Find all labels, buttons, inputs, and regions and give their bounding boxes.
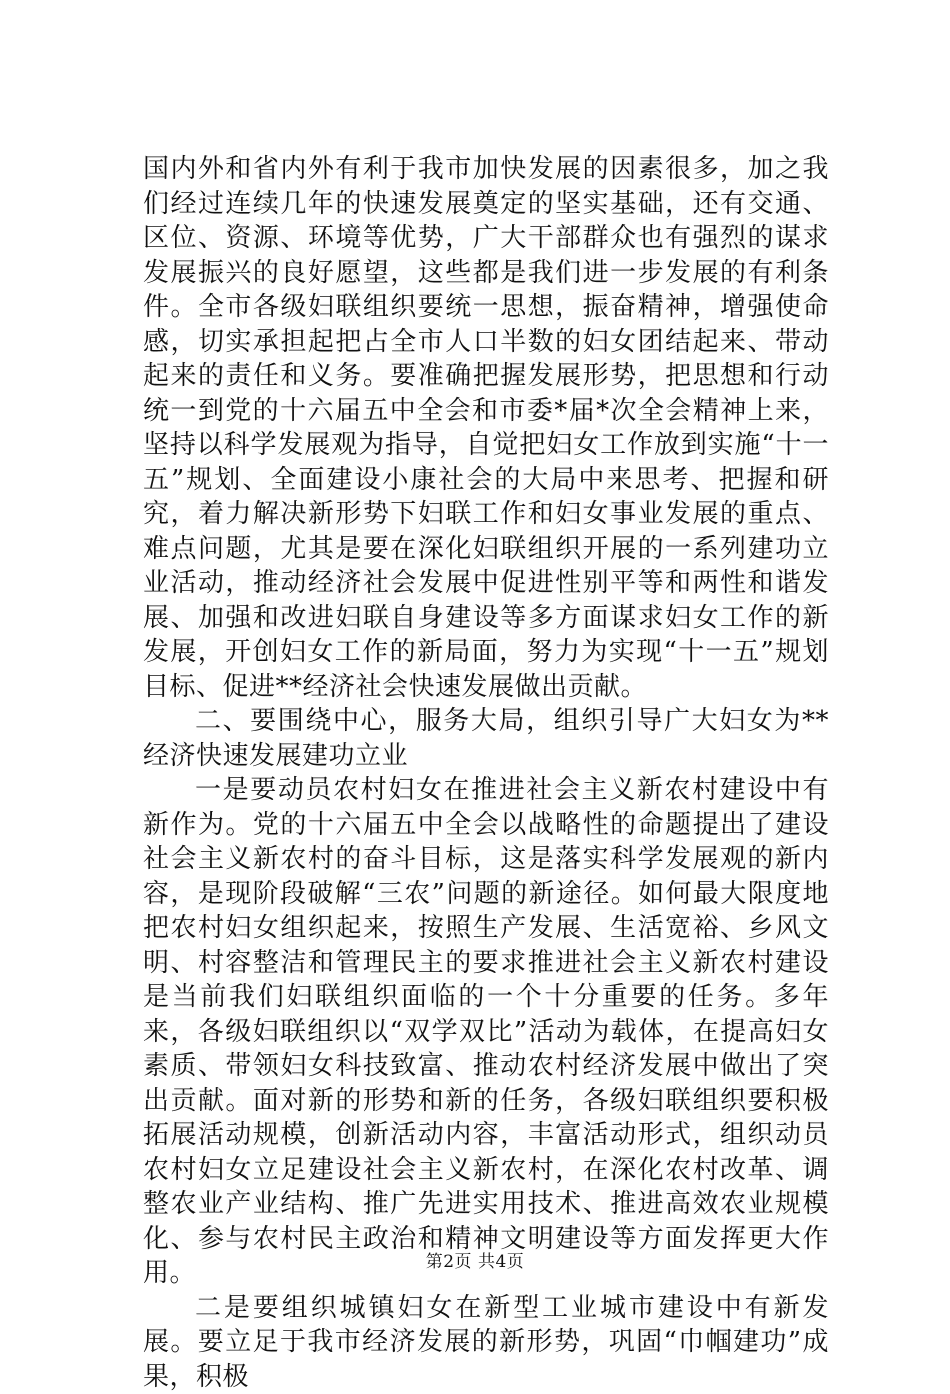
paragraph-rural-women: 一是要动员农村妇女在推进社会主义新农村建设中有新作为。党的十六届五中全会以战略性的命题提出了建设社会主义新农村的奋斗目标，这是落实科学发展观的新内容，是现阶段破解“三农”问题的新途径。如何最大限度地把农村妇女组织起来，按照生产发展、生活宽裕、乡风文明、村容整洁和管理民主的要求推进社会主义新农村建设是当前我们妇联组织面临的一个十分重要的任务。多年来，各级妇联组织以“双学双比”活动为载体，在提高妇女素质、带领妇女科技致富、推动农村经济发展中做出了突出贡献。面对新的形势和新的任务，各级妇联组织要积极拓展活动规模，创新活动内容，丰富活动形式，组织动员农村妇女立足建设社会主义新农村，在深化农村改革、调整农业产业结构、推广先进实用技术、推进高效农业规模化、参与农村民主政治和精神文明建设等方面发挥更大作用。 [143, 773, 829, 1291]
paragraph-continued: 国内外和省内外有利于我市加快发展的因素很多，加之我们经过连续几年的快速发展奠定的坚实基础，还有交通、区位、资源、环境等优势，广大干部群众也有强烈的谋求发展振兴的良好愿望，这些都是我们进一步发展的有利条件。全市各级妇联组织要统一思想，振奋精神，增强使命感，切实承担起把占全市人口半数的妇女团结起来、带动起来的责任和义务。要准确把握发展形势，把思想和行动统一到党的十六届五中全会和市委*届*次全会精神上来，坚持以科学发展观为指导，自觉把妇女工作放到实施“十一五”规划、全面建设小康社会的大局中来思考、把握和研究，着力解决新形势下妇联工作和妇女事业发展的重点、难点问题，尤其是要在深化妇联组织开展的一系列建功立业活动，推动经济社会发展中促进性别平等和两性和谐发展、加强和改进妇联自身建设等多方面谋求妇女工作的新发展，开创妇女工作的新局面，努力为实现“十一五”规划目标、促进**经济社会快速发展做出贡献。 [143, 152, 829, 704]
document-body [143, 152, 829, 1394]
page-footer: 第2页 共4页 [0, 1247, 950, 1272]
section-heading: 二、要围绕中心，服务大局，组织引导广大妇女为**经济快速发展建功立业 [143, 704, 829, 773]
paragraph-urban-women: 二是要组织城镇妇女在新型工业城市建设中有新发展。要立足于我市经济发展的新形势，巩固“巾帼建功”成果，积极 [143, 1291, 829, 1394]
